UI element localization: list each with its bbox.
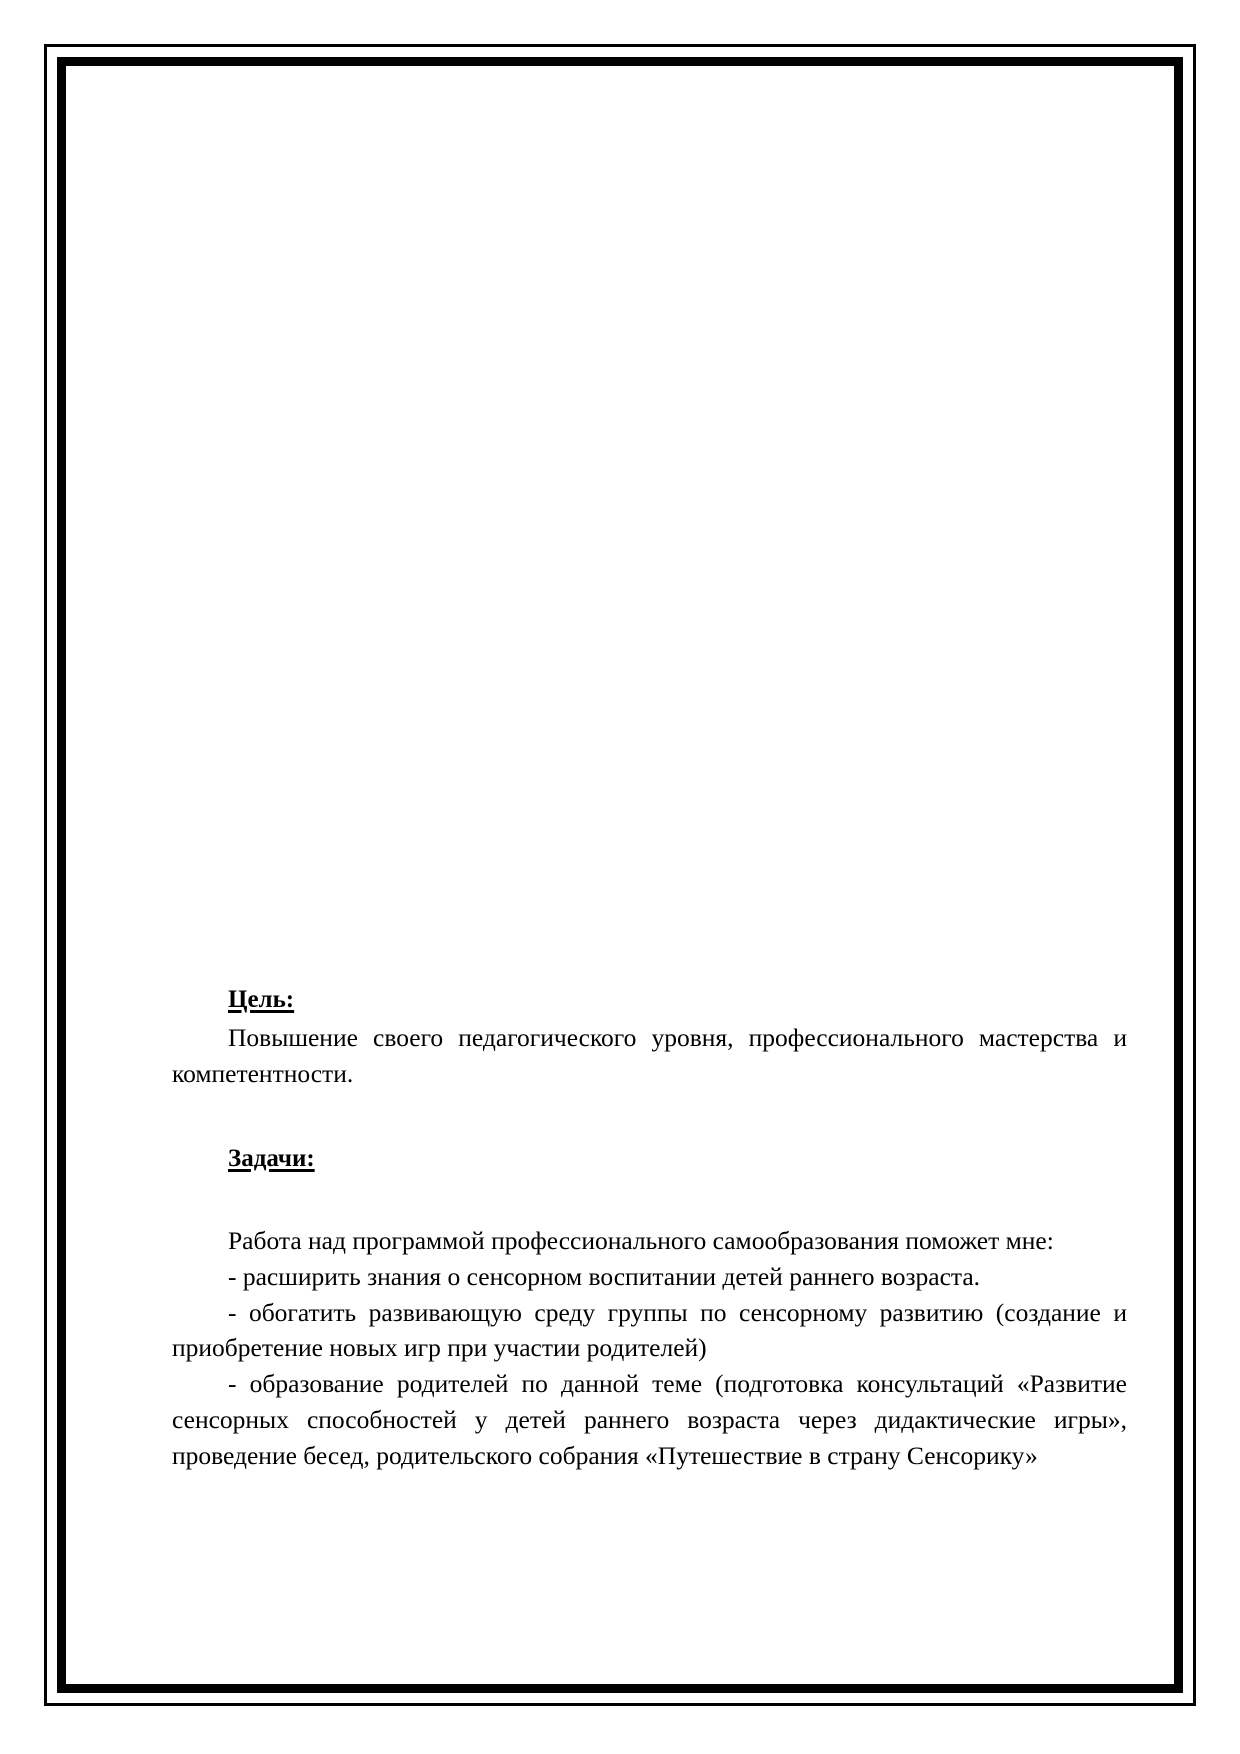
goal-heading: Цель:	[228, 986, 295, 1013]
objectives-heading: Задачи:	[228, 1145, 315, 1173]
section-goal	[172, 984, 1127, 1091]
goal-body-text: Повышение своего педагогического уровня, профессионального мастерства и компетентности.	[172, 1023, 1127, 1088]
heading-spacer	[172, 1179, 1127, 1223]
objectives-item-3: - образование родителей по данной теме (подготовка консультаций «Развитие сенсорных способностей у детей раннего возраста через дидактические игры», проведение бесед, родительского собрания «Путешествие в страну Сенсорику»	[172, 1369, 1127, 1470]
section-objectives	[172, 1143, 1127, 1473]
section-spacer	[172, 1091, 1127, 1143]
objectives-item-2: - обогатить развивающую среду группы по сенсорному развитию (создание и приобретение новых игр при участии родителей)	[172, 1297, 1127, 1363]
document-text-body	[172, 984, 1127, 1473]
objectives-item-1: - расширить знания о сенсорном воспитании детей раннего возраста.	[228, 1262, 981, 1292]
objectives-intro-text: Работа над программой профессионального самообразования поможет мне:	[228, 1226, 1054, 1256]
